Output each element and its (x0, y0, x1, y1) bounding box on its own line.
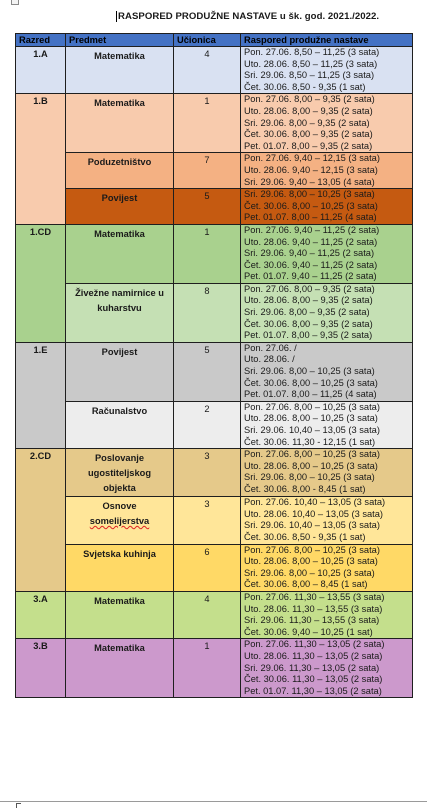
schedule-line: Čet. 30.06. 8,50 - 9,35 (1 sat) (244, 81, 366, 92)
predmet-line: objekta (103, 483, 136, 494)
cell-predmet (66, 283, 174, 342)
cell-ucionica: 2 (174, 401, 241, 448)
schedule-line: Pon. 27.06. 8,00 – 10,25 (3 sata) (244, 401, 380, 412)
cell-predmet (66, 544, 174, 591)
cell-ucionica: 8 (174, 283, 241, 342)
predmet-line: Povijest (101, 346, 138, 357)
schedule-line: Čet. 30.06. 8,00 - 8,45 (1 sat) (244, 483, 366, 494)
schedule-line: Uto. 28.06. 10,40 – 13,05 (3 sata) (244, 508, 384, 519)
cell-razred: 3.B (16, 639, 66, 698)
schedule-line: Sri. 29.06. 11,30 – 13,55 (3 sata) (244, 615, 380, 626)
cell-predmet (66, 449, 174, 497)
schedule-line: Pon. 27.06. 8,00 – 9,35 (2 sata) (244, 94, 375, 105)
cell-predmet (66, 497, 174, 544)
cell-predmet (66, 189, 174, 225)
cell-ucionica: 4 (174, 591, 241, 638)
schedule-line: Pon. 27.06. 9,40 – 12,15 (3 sata) (244, 153, 380, 164)
schedule-line: Čet. 30.06. 8,50 - 9,35 (1 sat) (244, 531, 366, 542)
header-raspored: Raspored produžne nastave (241, 34, 413, 47)
cell-predmet (66, 639, 174, 698)
cell-razred: 1.A (16, 47, 66, 94)
cell-predmet (66, 47, 174, 94)
schedule-line: Sri. 29.06. 8,50 – 11,25 (3 sata) (244, 70, 375, 81)
schedule-line: Uto. 28.06. 8,00 – 10,25 (3 sata) (244, 460, 378, 471)
schedule-line: Sri. 29.06. 10,40 – 13,05 (3 sata) (244, 520, 380, 531)
schedule-line: Pon. 27.06. 8,00 – 10,25 (3 sata) (244, 449, 380, 460)
table-row (16, 94, 413, 153)
predmet-line: Svjetska kuhinja (83, 548, 156, 559)
predmet-line: Matematika (94, 51, 145, 61)
cell-ucionica: 4 (174, 47, 241, 94)
header-razred: Razred (16, 34, 66, 47)
window-corner-handle (11, 0, 19, 5)
document-title: RASPORED PRODUŽNE NASTAVE u šk. god. 2021./2022. (118, 11, 380, 22)
cell-razred: 1.B (16, 94, 66, 225)
schedule-line: Pet. 01.07. 8,00 – 11,25 (4 sata) (244, 389, 377, 400)
cell-ucionica: 1 (174, 224, 241, 283)
schedule-line: Čet. 30.06. 11,30 - 12,15 (1 sat) (244, 436, 376, 447)
schedule-line: Pon. 27.06. 8,00 – 10,25 (3 sata) (244, 544, 380, 555)
predmet-line: Poduzetništvo (87, 157, 152, 168)
schedule-line: Pet. 01.07. 8,00 – 11,25 (4 sata) (244, 212, 377, 223)
schedule-line: Uto. 28.06. 8,00 – 10,25 (3 sata) (244, 413, 378, 424)
header-ucionica: Učionica (174, 34, 241, 47)
cell-raspored (241, 153, 413, 189)
table-row (16, 591, 413, 638)
predmet-line: kuharstvu (97, 302, 142, 313)
cell-predmet (66, 94, 174, 153)
schedule-line: Pon. 27.06. 8,00 – 9,35 (2 sata) (244, 283, 375, 294)
cell-raspored (241, 224, 413, 283)
schedule-line: Sri. 29.06. 11,30 – 13,05 (2 sata) (244, 662, 380, 673)
predmet-line: Matematika (94, 643, 145, 654)
cell-ucionica: 3 (174, 497, 241, 544)
cell-raspored (241, 401, 413, 448)
cell-raspored (241, 94, 413, 153)
schedule-line: Čet. 30.06. 11,30 – 13,05 (2 sata) (244, 674, 383, 685)
cell-razred: 2.CD (16, 449, 66, 592)
table-row (16, 342, 413, 401)
schedule-line: Pet. 01.07. 9,40 – 11,25 (2 sata) (244, 271, 377, 282)
schedule-line: Uto. 28.06. 9,40 – 11,25 (2 sata) (244, 236, 378, 247)
cell-ucionica: 5 (174, 342, 241, 401)
cell-raspored (241, 189, 413, 225)
predmet-line: ugostiteljskog (87, 468, 152, 479)
table-row (16, 224, 413, 283)
predmet-line: Osnove (102, 501, 137, 512)
table-row (16, 544, 413, 591)
schedule-line: Pon. 27.06. / (244, 342, 297, 353)
table-row (16, 153, 413, 189)
predmet-line: Povijest (101, 193, 138, 204)
header-predmet: Predmet (66, 34, 174, 47)
cell-raspored (241, 47, 413, 94)
schedule-line: Čet. 30.06. 8,00 – 9,35 (2 sata) (244, 318, 373, 329)
cell-ucionica: 6 (174, 544, 241, 591)
cell-ucionica: 1 (174, 639, 241, 698)
schedule-line: Pon. 27.06. 9,40 – 11,25 (2 sata) (244, 224, 380, 235)
predmet-line: Matematika (94, 228, 145, 239)
schedule-line: Uto. 28.06. 8,00 – 9,35 (2 sata) (244, 295, 373, 306)
cell-ucionica: 1 (174, 94, 241, 153)
schedule-line: Sri. 29.06. 8,00 – 10,25 (3 sata) (244, 189, 375, 200)
schedule-line: Čet. 30.06. 9,40 – 11,25 (2 sata) (244, 259, 378, 270)
schedule-line: Čet. 30.06. 8,00 – 10,25 (3 sata) (244, 377, 378, 388)
cell-raspored (241, 639, 413, 698)
schedule-line: Pet. 01.07. 8,00 – 9,35 (2 sata) (244, 330, 373, 341)
cell-raspored (241, 283, 413, 342)
schedule-line: Sri. 29.06. 8,00 – 9,35 (2 sata) (244, 117, 370, 128)
predmet-line: Računalstvo (91, 405, 148, 416)
table-row (16, 639, 413, 698)
predmet-line: Poslovanje (94, 453, 145, 464)
schedule-line: Uto. 28.06. 8,00 – 9,35 (2 sata) (244, 105, 373, 116)
schedule-line: Uto. 28.06. 11,30 – 13,05 (2 sata) (244, 650, 383, 661)
cell-predmet (66, 153, 174, 189)
schedule-line: Pon. 27.06. 10,40 – 13,05 (3 sata) (244, 497, 386, 508)
cell-raspored (241, 497, 413, 544)
cell-raspored (241, 449, 413, 497)
cell-razred: 3.A (16, 591, 66, 638)
cell-ucionica: 7 (174, 153, 241, 189)
cell-razred: 1.E (16, 342, 66, 448)
predmet-line: Živežne namirnice u (75, 287, 164, 298)
cell-predmet (66, 401, 174, 448)
cell-razred: 1.CD (16, 224, 66, 342)
schedule-line: Pon. 27.06. 11,30 – 13,05 (2 sata) (244, 639, 385, 650)
predmet-line: Matematika (94, 98, 145, 109)
schedule-line: Čet. 30.06. 8,00 – 10,25 (3 sata) (244, 200, 378, 211)
schedule-line: Pon. 27.06. 11,30 – 13,55 (3 sata) (244, 591, 385, 602)
table-row (16, 47, 413, 94)
table-row (16, 449, 413, 497)
table-row (16, 497, 413, 544)
table-header-row (16, 34, 413, 47)
schedule-line: Čet. 30.06. 8,00 – 9,35 (2 sata) (244, 129, 373, 140)
cell-predmet (66, 591, 174, 638)
schedule-line: Pet. 01.07. 11,30 – 13,05 (2 sata) (244, 685, 382, 696)
cell-raspored (241, 342, 413, 401)
cell-ucionica: 3 (174, 449, 241, 497)
schedule-line: Uto. 28.06. 8,00 – 10,25 (3 sata) (244, 556, 378, 567)
schedule-line: Uto. 28.06. 9,40 – 12,15 (3 sata) (244, 164, 378, 175)
cell-raspored (241, 544, 413, 591)
schedule-table (15, 33, 413, 698)
cell-predmet (66, 342, 174, 401)
predmet-line: somelijerstva (89, 516, 150, 527)
schedule-line: Sri. 29.06. 8,00 – 10,25 (3 sata) (244, 567, 375, 578)
page-corner-mark (16, 803, 21, 808)
schedule-line: Uto. 28.06. 11,30 – 13,55 (3 sata) (244, 603, 383, 614)
table-row (16, 189, 413, 225)
cell-predmet (66, 224, 174, 283)
text-cursor (116, 11, 117, 22)
cell-raspored (241, 591, 413, 638)
schedule-line: Sri. 29.06. 8,00 – 10,25 (3 sata) (244, 472, 375, 483)
table-body (16, 47, 413, 698)
schedule-line: Sri. 29.06. 8,00 – 9,35 (2 sata) (244, 307, 370, 318)
cell-ucionica: 5 (174, 189, 241, 225)
schedule-line: Pet. 01.07. 8,00 – 9,35 (2 sata) (244, 140, 373, 151)
schedule-line: Sri. 29.06. 9,40 – 13,05 (4 sata) (244, 176, 375, 187)
schedule-line: Pon. 27.06. 8,50 – 11,25 (3 sata) (244, 47, 380, 57)
schedule-line: Sri. 29.06. 8,00 – 10,25 (3 sata) (244, 366, 375, 377)
schedule-line: Čet. 30.06. 8,00 – 8,45 (1 sat) (244, 579, 368, 590)
table-row (16, 283, 413, 342)
schedule-line: Uto. 28.06. 8,50 – 11,25 (3 sata) (244, 58, 378, 69)
predmet-line: Matematika (94, 595, 145, 606)
schedule-line: Sri. 29.06. 10,40 – 13,05 (3 sata) (244, 425, 380, 435)
schedule-line: Sri. 29.06. 9,40 – 11,25 (2 sata) (244, 248, 375, 259)
schedule-line: Uto. 28.06. / (244, 354, 295, 365)
table-row (16, 401, 413, 448)
schedule-line: Čet. 30.06. 9,40 – 10,25 (1 sat) (244, 626, 373, 637)
page-bottom-rule (0, 801, 427, 802)
